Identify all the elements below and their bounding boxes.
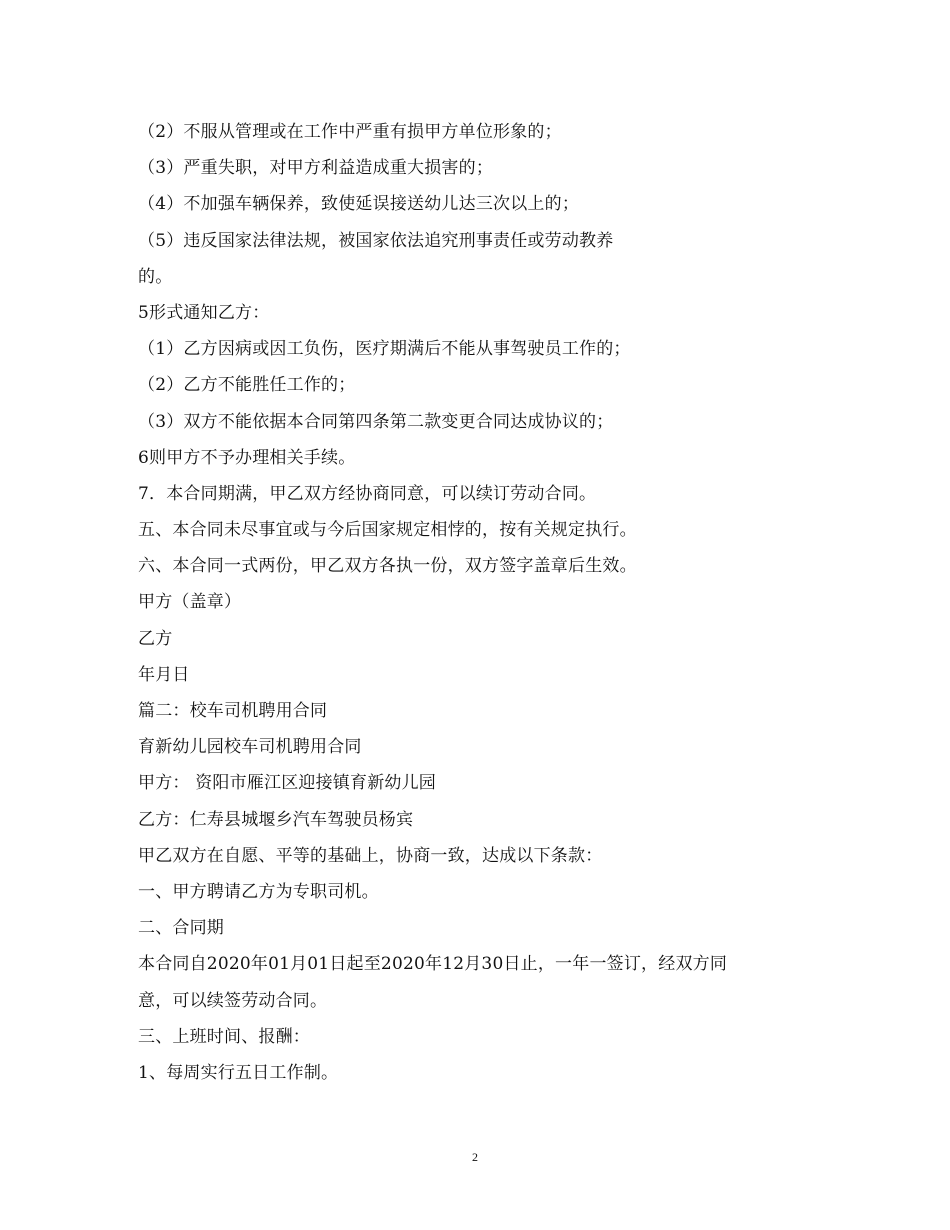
text-line: 五、本合同未尽事宜或与今后国家规定相悖的，按有关规定执行。 [138, 520, 637, 541]
text-line: 意，可以续签劳动合同。 [138, 990, 328, 1011]
text-line: （3）严重失职，对甲方利益造成重大损害的； [138, 158, 494, 179]
text-line: 本合同自2020年01月01日起至2020年12月30日止，一年一签订，经双方同 [138, 954, 728, 975]
text-line: 六、本合同一式两份，甲乙双方各执一份，双方签字盖章后生效。 [138, 556, 637, 577]
text-line: 的。 [138, 266, 173, 287]
text-line: 甲方（盖章） [138, 592, 242, 613]
text-line: （1）乙方因病或因工负伤，医疗期满后不能从事驾驶员工作的； [138, 339, 631, 360]
document-body [138, 114, 818, 1091]
page-number: 2 [472, 1150, 478, 1164]
text-line: 乙方 [138, 628, 173, 649]
text-line: 三、上班时间、报酬： [138, 1026, 310, 1047]
contract-title: 育新幼儿园校车司机聘用合同 [138, 737, 362, 758]
text-line: （4）不加强车辆保养，致使延误接送幼儿达三次以上的； [138, 194, 580, 215]
text-line: 一、甲方聘请乙方为专职司机。 [138, 881, 379, 902]
text-line: 甲乙双方在自愿、平等的基础上，协商一致，达成以下条款： [138, 845, 603, 866]
text-line: 1、每周实行五日工作制。 [138, 1062, 339, 1083]
text-line: （2）不服从管理或在工作中严重有损甲方单位形象的； [138, 122, 562, 142]
text-line: 6则甲方不予办理相关手续。 [138, 447, 356, 468]
text-line: 年月日 [138, 664, 190, 685]
text-line: 二、合同期 [138, 918, 224, 939]
text-line: （3）双方不能依据本合同第四条第二款变更合同达成协议的； [138, 411, 614, 432]
text-line: 5形式通知乙方： [138, 302, 270, 323]
party-b-line: 乙方：仁寿县城堰乡汽车驾驶员杨宾 [138, 809, 414, 830]
party-a-line: 甲方： 资阳市雁江区迎接镇育新幼儿园 [138, 773, 437, 794]
text-line: （5）违反国家法律法规，被国家依法追究刑事责任或劳动教养 [138, 230, 614, 251]
text-line: 7．本合同期满，甲乙双方经协商同意，可以续订劳动合同。 [138, 483, 597, 504]
text-line: （2）乙方不能胜任工作的； [138, 375, 356, 396]
section-heading: 篇二：校车司机聘用合同 [138, 701, 328, 721]
